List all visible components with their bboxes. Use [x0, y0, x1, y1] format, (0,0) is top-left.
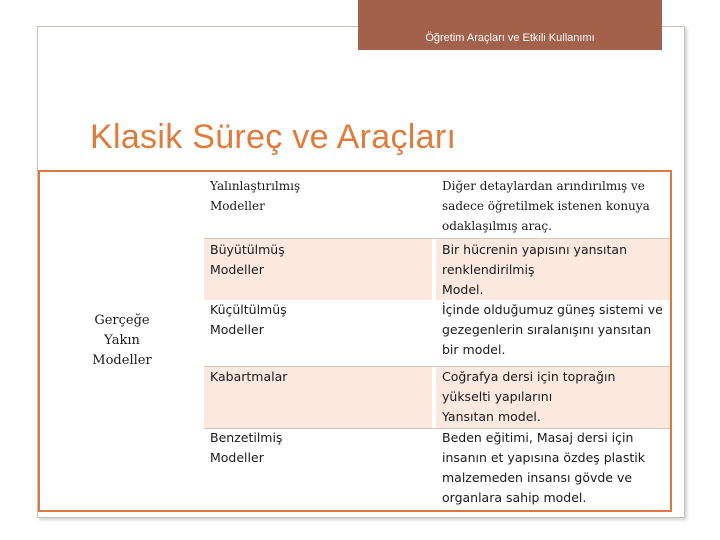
header-band: [358, 0, 662, 50]
row-5-name-text: Benzetilmiş Modeller: [210, 430, 283, 465]
row-1-desc-text: Diğer detaylardan arındırılmış ve sadece öğretilmek istenen konuya odaklaşılmış araç.: [442, 179, 650, 233]
group-label-cell: [40, 172, 204, 510]
row-3-name: [204, 300, 432, 366]
row-2-name-text: Büyütülmüş Modeller: [210, 242, 285, 277]
slide-title: Klasik Süreç ve Araçları: [90, 118, 457, 156]
row-divider: [204, 428, 670, 429]
row-3-desc: [436, 300, 670, 366]
row-4-name-text: Kabartmalar: [210, 369, 288, 384]
row-2-desc: [436, 238, 670, 300]
row-4-name: [204, 366, 432, 428]
row-3-desc-text: İçinde olduğumuz güneş sistemi ve gezegenlerin sıralanışını yansıtan bir model.: [442, 302, 663, 357]
row-5-desc: [436, 428, 670, 510]
row-1-name-text: Yalınlaştırılmış Modeller: [210, 179, 301, 213]
row-divider: [204, 366, 670, 367]
row-2-name: [204, 238, 432, 300]
group-label: Gerçeğe Yakın Modeller: [92, 313, 152, 368]
row-5-name: [204, 428, 432, 510]
row-3-name-text: Küçültülmüş Modeller: [210, 302, 287, 337]
row-2-desc-text: Bir hücrenin yapısını yansıtan renklendirilmiş Model.: [442, 242, 627, 297]
row-1-desc: [436, 174, 670, 238]
row-4-desc: [436, 366, 670, 428]
row-1-name: [204, 174, 432, 238]
row-divider: [204, 238, 670, 239]
row-5-desc-text: Beden eğitimi, Masaj dersi için insanın et yapısına özdeş plastik malzemeden insansı gövde ve organlara sahip model.: [442, 430, 645, 505]
row-4-desc-text: Coğrafya dersi için toprağın yükselti yapılarını Yansıtan model.: [442, 369, 616, 424]
header-title: Öğretim Araçları ve Etkili Kullanımı: [425, 32, 595, 44]
